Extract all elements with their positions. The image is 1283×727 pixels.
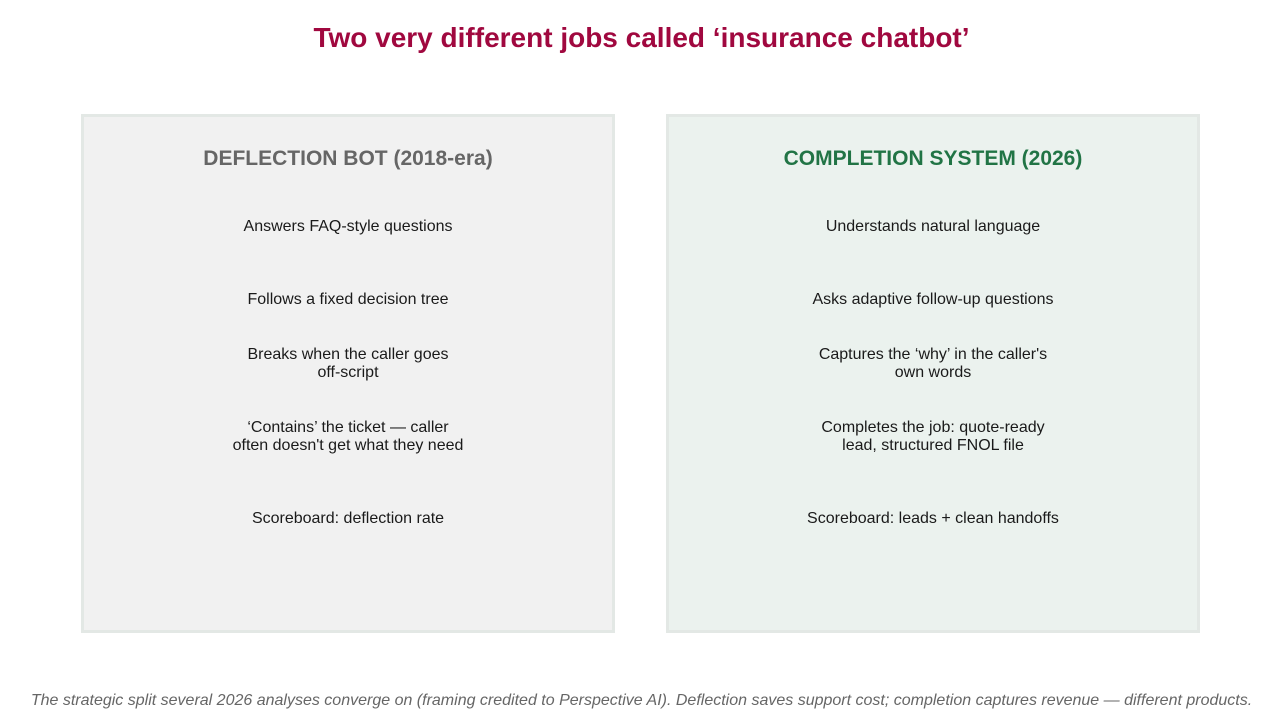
deflection-item-faq: Answers FAQ-style questions (243, 218, 453, 235)
completion-system-panel (666, 114, 1200, 633)
deflection-bot-heading: DEFLECTION BOT (2018-era) (203, 147, 493, 170)
completion-item-scoreboard: Scoreboard: leads + clean handoffs (807, 510, 1059, 527)
completion-system-heading: COMPLETION SYSTEM (2026) (783, 147, 1083, 170)
deflection-item-scoreboard: Scoreboard: deflection rate (251, 510, 445, 527)
diagram-title: Two very different jobs called ‘insurance chatbot’ (313, 22, 970, 53)
completion-item-captures-why: Captures the ‘why’ in the caller's own words (818, 346, 1048, 381)
deflection-bot-panel (81, 114, 615, 633)
completion-item-completes-job: Completes the job: quote-ready lead, structured FNOL file (821, 419, 1045, 454)
completion-item-natural-language: Understands natural language (825, 218, 1041, 235)
deflection-item-contains-ticket: ‘Contains’ the ticket — caller often doesn't get what they need (232, 419, 464, 454)
source-footnote: The strategic split several 2026 analyses converge on (framing credited to Perspective AI). Deflection saves support cost; completion captures revenue — different products. (30, 692, 1253, 709)
deflection-item-decision-tree: Follows a fixed decision tree (247, 291, 449, 308)
deflection-item-off-script: Breaks when the caller goes off-script (247, 346, 449, 381)
completion-item-follow-up: Asks adaptive follow-up questions (812, 291, 1054, 308)
